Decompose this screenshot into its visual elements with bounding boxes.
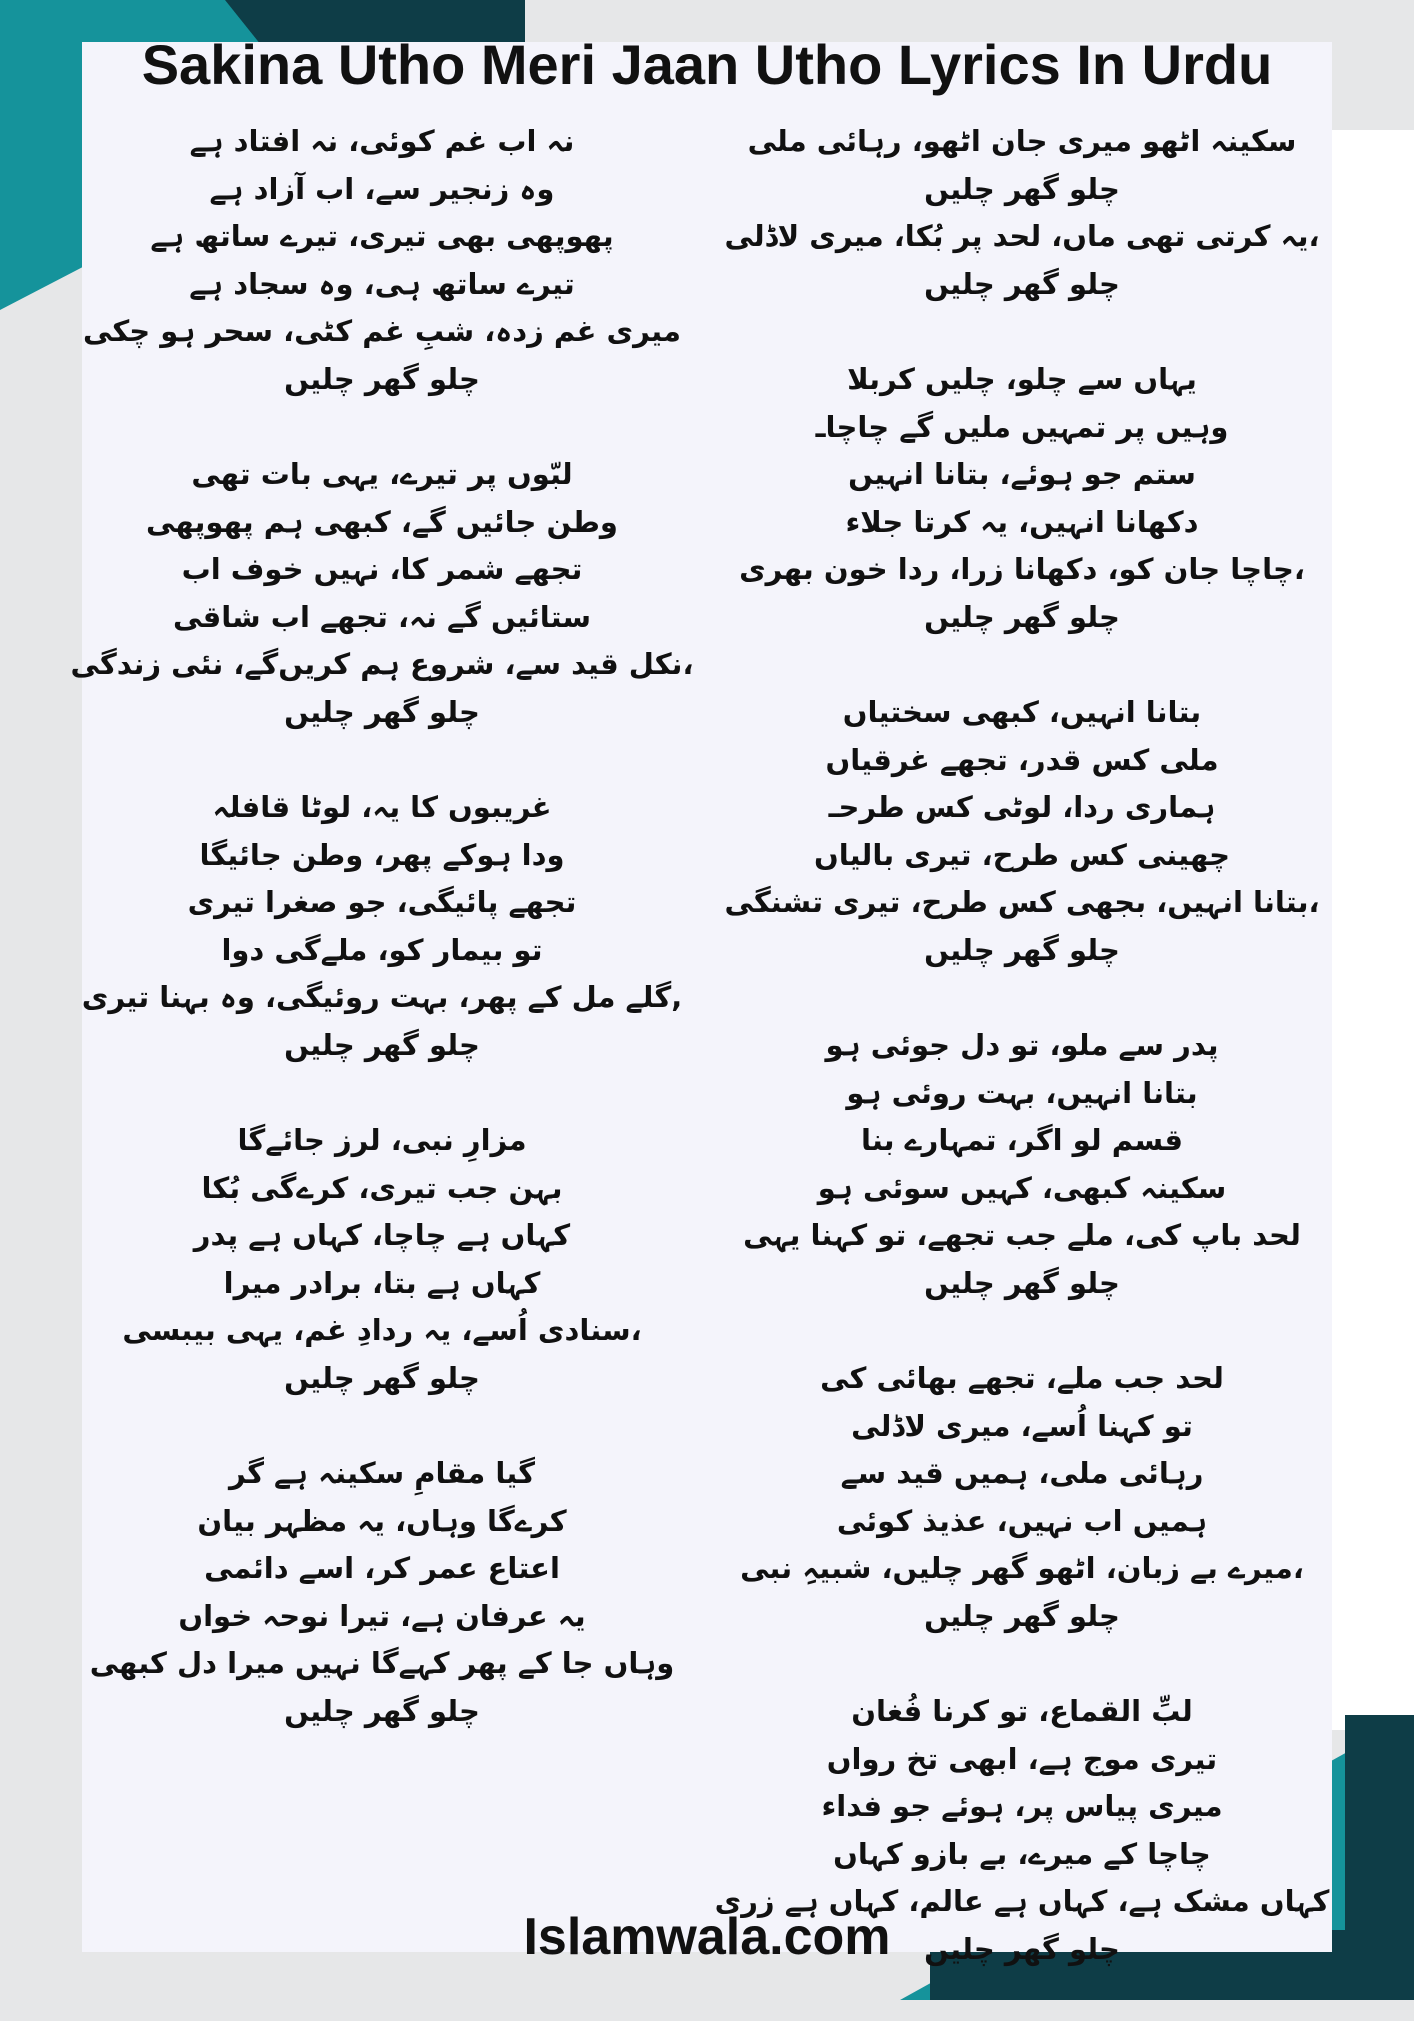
lyric-line: چلو گھر چلیں <box>924 171 1120 206</box>
lyric-line: چاچا کے میرے، بے بازو کہاں <box>833 1836 1211 1871</box>
lyric-line: ،یہ کرتی تھی ماں، لحد پر بُکا، میری لاڈلی <box>724 219 1320 253</box>
lyric-line: ،چاچا جان کو، دکھانا زرا، ردا خون بھری <box>739 552 1305 586</box>
lyric-line: یہ عرفان ہے، تیرا نوحہ خواں <box>178 1598 586 1633</box>
lyric-line: پھوپھی بھی تیری، تیرے ساتھ ہے <box>150 219 614 253</box>
lyric-line: چلو گھر چلیں <box>284 1360 480 1395</box>
lyric-line: وہاں جا کے پھر کہےگا نہیں میرا دل کبھی <box>89 1646 675 1680</box>
lyric-line: وہیں پر تمہیں ملیں گے چاچاـ <box>815 409 1229 444</box>
stanza <box>712 689 1332 974</box>
lyric-line: چلو گھر چلیں <box>284 361 480 396</box>
lyric-line: چلو گھر چلیں <box>284 694 480 729</box>
lyric-line: پدر سے ملو، تو دل جوئی ہو <box>825 1028 1219 1062</box>
white-side-shape <box>1330 130 1414 1730</box>
lyric-line: چلو گھر چلیں <box>284 1027 480 1062</box>
lyric-line: گیا مقامِ سکینہ ہے گر <box>229 1456 535 1490</box>
lyric-line: بتانا انہیں، کبھی سختیاں <box>842 695 1202 729</box>
stanza <box>52 1450 712 1735</box>
lyric-line: ودا ہوکے پھر، وطن جائیگا <box>199 837 565 872</box>
lyrics-column-left <box>52 118 712 1783</box>
lyric-line: چلو گھر چلیں <box>924 266 1120 301</box>
stanza <box>52 118 712 403</box>
lyric-line: لحد باپ کی، ملے جب تجھے، تو کہنا یہی <box>743 1218 1301 1252</box>
lyric-line: بتانا انہیں، بہت روئی ہو <box>846 1075 1198 1110</box>
lyric-line: وطن جائیں گے، کبھی ہم پھوپھی <box>146 504 618 539</box>
lyric-line: دکھانا انہیں، یہ کرتا جلاء <box>845 504 1199 539</box>
lyric-line: چلو گھر چلیں <box>924 1265 1120 1300</box>
lyric-line: چلو گھر چلیں <box>924 1598 1120 1633</box>
lyric-line: چھینی کس طرح، تیری بالیاں <box>813 837 1231 872</box>
stanza <box>52 1117 712 1402</box>
lyric-line: سکینہ اٹھو میری جان اٹھو، رہائی ملی <box>747 124 1297 158</box>
lyric-line: ،بتانا انہیں، بجھی کس طرح، تیری تشنگی <box>724 885 1320 919</box>
lyric-line: ہمیں اب نہیں، عذیذ کوئی <box>836 1503 1208 1538</box>
lyric-line: اعتاع عمر کر، اسے دائمی <box>204 1551 560 1585</box>
stanza <box>712 1022 1332 1307</box>
lyric-line: لحد جب ملے، تجھے بھائی کی <box>820 1361 1224 1395</box>
site-name-footer: Islamwala.com <box>523 1908 891 1966</box>
lyric-line: میری غم زدہ، شبِ غم کٹی، سحر ہو چکی <box>83 314 681 348</box>
lyric-line: چلو گھر چلیں <box>924 599 1120 634</box>
lyric-line: ستائیں گے نہ، تجھے اب شاقی <box>172 599 592 634</box>
lyric-line: چلو گھر چلیں <box>924 932 1120 967</box>
stanza <box>712 1355 1332 1640</box>
lyric-line: ستم جو ہوئے، بتانا انہیں <box>848 457 1196 491</box>
lyric-line: بہن جب تیری، کرےگی بُکا <box>201 1170 563 1205</box>
lyric-line: کرےگا وہاں، یہ مظہر بیان <box>197 1503 567 1538</box>
lyric-line: تیرے ساتھ ہی، وہ سجاد ہے <box>189 266 575 301</box>
lyric-line: تجھے شمر کا، نہیں خوف اب <box>181 552 583 586</box>
stanza <box>52 451 712 736</box>
lyric-line: نہ اب غم کوئی، نہ افتاد ہے <box>189 124 575 158</box>
lyric-line: میری پیاس پر، ہوئے جو فداء <box>821 1789 1223 1823</box>
lyric-line: کہاں مشک ہے، کہاں ہے عالم، کہاں ہے زری <box>714 1884 1330 1918</box>
lyric-line: تیری موج ہے، ابھی تخ رواں <box>826 1741 1218 1776</box>
lyric-line: ،سنادی اُسے، یہ ردادِ غم، یہی بیبسی <box>122 1313 642 1347</box>
lyrics-column-right <box>712 118 1332 2021</box>
lyric-line: رہائی ملی، ہمیں قید سے <box>840 1456 1204 1490</box>
lyric-line: چلو گھر چلیں <box>284 1693 480 1728</box>
lyric-line: تو کہنا اُسے، میری لاڈلی <box>851 1408 1193 1443</box>
stanza <box>712 356 1332 641</box>
stanza <box>712 118 1332 308</box>
lyric-line: سکینہ کبھی، کہیں سوئی ہو <box>817 1170 1227 1205</box>
lyric-line: کہاں ہے بتا، برادر میرا <box>223 1265 541 1300</box>
lyric-line: ،میرے بے زبان، اٹھو گھر چلیں، شبیہِ نبی <box>740 1551 1304 1585</box>
lyric-line: یہاں سے چلو، چلیں کربلا <box>847 362 1197 396</box>
lyric-line: چلو گھر چلیں <box>924 1931 1120 1966</box>
lyric-line: ،نکل قید سے، شروع ہم کریں‌گے، نئی زندگی <box>70 647 694 681</box>
lyric-line: تجھے پائیگی، جو صغرا تیری <box>187 885 577 919</box>
stanza <box>52 784 712 1069</box>
lyric-line: قسم لو اگر، تمہارے بنا <box>860 1123 1184 1157</box>
lyric-line: وہ زنجیر سے، اب آزاد ہے <box>209 171 555 206</box>
page-title: Sakina Utho Meri Jaan Utho Lyrics In Urdu <box>141 33 1273 96</box>
lyric-line: کہاں ہے چاچا، کہاں ہے پدر <box>193 1218 571 1252</box>
lyric-line: لبِّ القماع، تو کرنا فُغان <box>851 1694 1193 1728</box>
lyric-line: لبّوں پر تیرے، یہی بات تھی <box>191 457 573 491</box>
lyric-line: مزارِ نبی، لرز جائےگا <box>237 1123 527 1157</box>
lyric-line: ,گلے مل کے پھر، بہت روئیگی، وہ بہنا تیری <box>81 980 683 1014</box>
lyric-line: ملی کس قدر، تجھے غرقیاں <box>825 742 1219 777</box>
lyric-line: ہماری ردا، لوٹی کس طرحـ <box>828 790 1216 824</box>
lyric-line: تو بیمار کو، ملےگی دوا <box>221 932 543 967</box>
lyric-line: غریبوں کا یہ، لوٹا قافلہ <box>212 790 552 824</box>
